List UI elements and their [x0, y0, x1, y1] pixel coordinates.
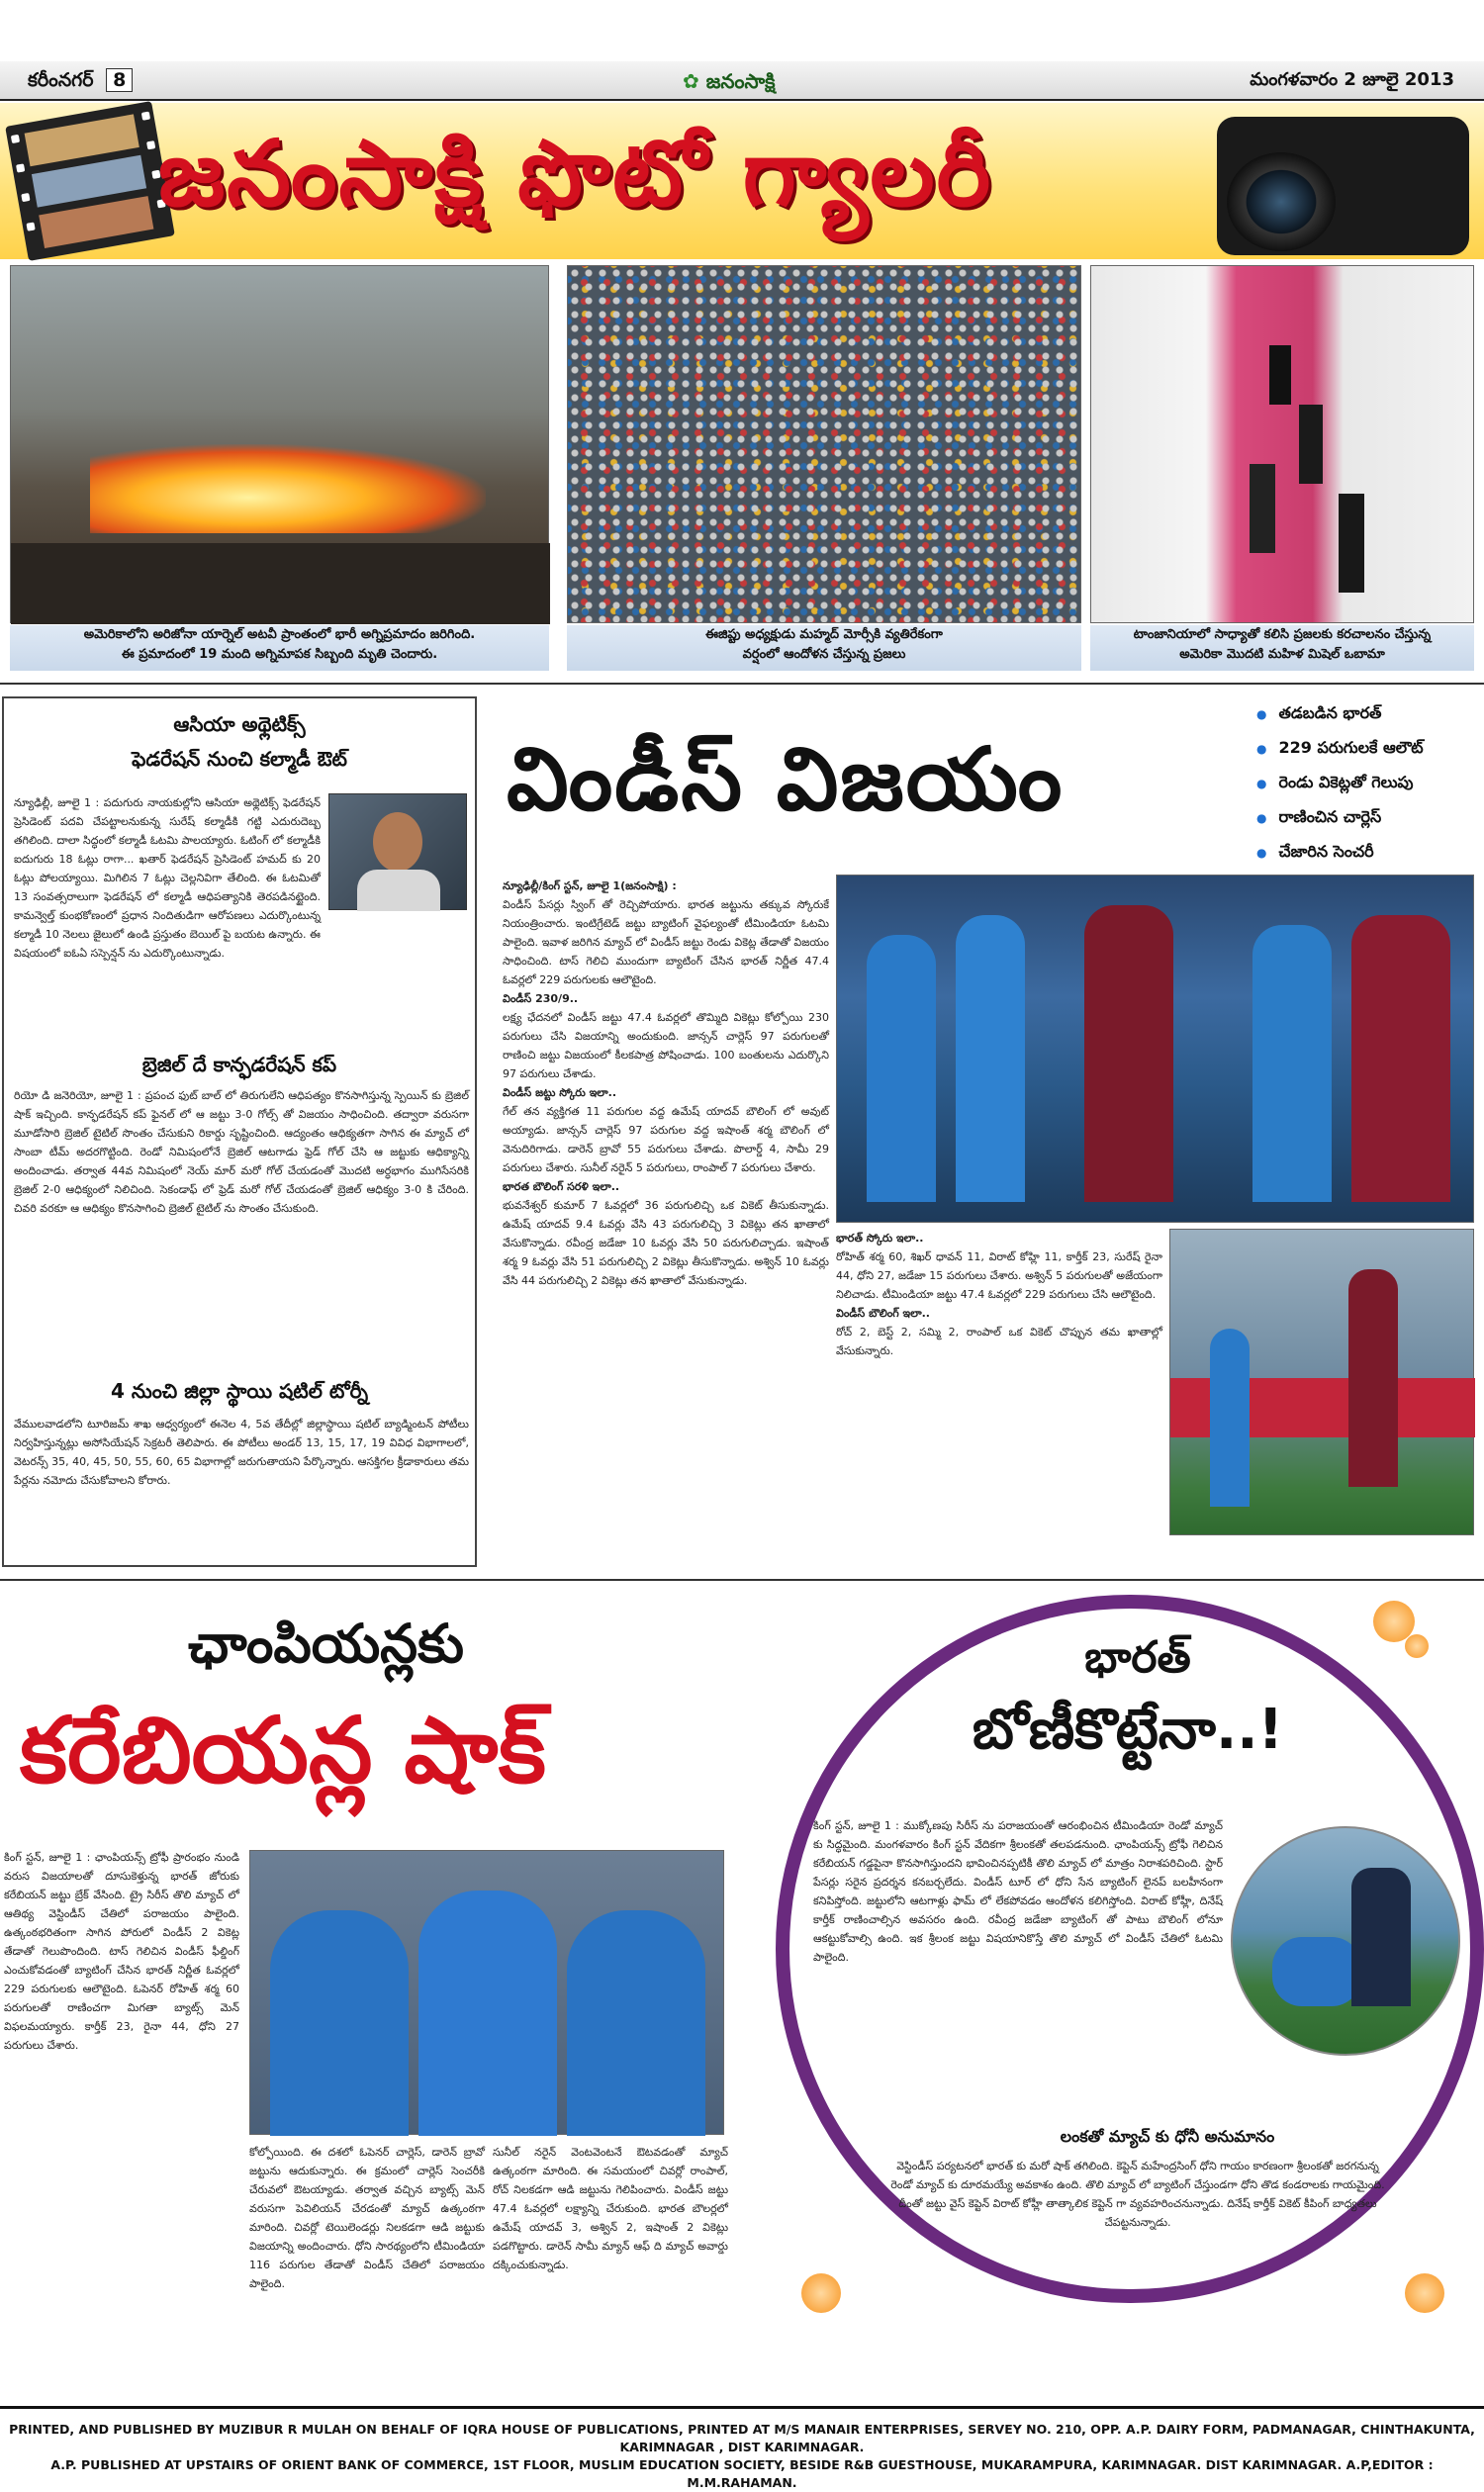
- story-body: రియో డి జనెరియో, జూలై 1 : ప్రపంచ ఫుట్ బాల్ లో తిరుగులేని ఆధిపత్యం కొనసాగిస్తున్న స్పెయిన్ కు బ్రెజిల్ షాక్ ఇచ్చింది. కాన్ఫడరేషన్ కప్ ఫైనల్ లో ఆ జట్టు 3-0 గోల్స్ తో విజయం సాధించింది. తద్వారా వరుసగా మూడోసారి బ్రెజిల్ టైటిల్ సొంతం చేసుకుని రికార్డు సృష్టించింది. ఆద్యంతం ఆధిక్యతగా సాగిన ఈ మ్యాచ్ లో సాంబా టీమ్ అదరగొట్టింది. రెండో నిమిషంలోనే బ్రెజిల్ ఆటగాడు ఫ్రెడ్ గోల్ చేసి ఆ జట్టుకు ఆధిక్యాన్ని అందించాడు. తర్వాత 44వ నిమిషంలో నెయ్ మార్ మరో గోల్ చేయడంతో మొదటి అర్ధభాగం ముగిసేసరికి బ్రెజిల్ 2-0 ఆధిక్యంలో నిలిచింది. సెకండాఫ్ లో ఫ్రెడ్ మరో గోల్ చేయడంతో బ్రెజిల్ ఆధిక్యం 3-0 కి చేరింది. చివరి వరకూ ఆ ఆధిక్యం కొనసాగించి బ్రెజిల్ టైటిల్ ను సొంతం చేసుకుంది.: [14, 1089, 469, 1215]
- highlight-item: ● 229 పరుగులకే ఆలౌట్: [1256, 731, 1474, 766]
- story-subhead: విండీస్ బౌలింగ్ ఇలా..: [836, 1307, 930, 1320]
- caption-line: అమెరికా మొదటి మహిళ మిషెల్ ఒబామా: [1179, 647, 1385, 662]
- divider: [0, 683, 1484, 685]
- photo-michelle-obama: [1090, 265, 1474, 623]
- story-body: వెస్టిండీస్ పర్యటనలో భారత్ కు మరో షాక్ తగిలింది. కెప్టెన్ మహేంద్రసింగ్ ధోని గాయం కారణంగా శ్రీలంకతో జరగనున్న రెండో మ్యాచ్ కు దూరమయ్యే అవకాశం ఉంది. తొలి మ్యాచ్ లో బ్యాటింగ్ చేస్తుండగా ధోని తొడ కండరాలకు గాయమైంది. దీంతో జట్టు వైస్ కెప్టెన్ విరాట్ కోహ్లీ తాత్కాలిక కెప్టెన్ గా వ్యవహరించనున్నాడు. దినేష్ కార్తీక్ వికెట్ కీపింగ్ బాధ్యతలు చేపట్టనున్నాడు.: [890, 2160, 1385, 2229]
- caption-obama: [1090, 625, 1474, 671]
- highlight-item: ● రెండు వికెట్లతో గెలుపు: [1256, 766, 1474, 800]
- paper-name: జనంసాక్షి: [705, 69, 776, 93]
- caption-wildfire: [10, 625, 549, 671]
- highlight-item: ● రాణించిన చార్లెస్: [1256, 800, 1474, 835]
- camera-lens-icon: [1227, 152, 1336, 251]
- story-body: సునీల్ నరైన్ వెంటవెంటనే ఔటవడంతో మ్యాచ్ ఉత్కంఠగా మారింది. ఈ సమయంలో చివర్లో రాంపాల్, రోచ్ నిలకడగా ఆడి జట్టును గెలిపించారు. విండీస్ జట్టు 47.4 ఓవర్లలో లక్ష్యాన్ని చేరుకుంది. భారత బౌలర్లలో ఉమేష్ యాదవ్ 3, అశ్విన్ 2, ఇషాంత్ 2 వికెట్లు పడగొట్టారు. డారెన్ సామీ మ్యాన్ ఆఫ్ ది మ్యాచ్ అవార్డు దక్కించుకున్నాడు.: [493, 2146, 728, 2271]
- dateline: న్యూఢిల్లీ/కింగ్ స్టన్, జూలై 1(జనంసాక్షి) :: [503, 879, 677, 892]
- highlights-list: [1256, 696, 1474, 870]
- imprint-line-2: A.P. PUBLISHED AT UPSTAIRS OF ORIENT BANK OF COMMERCE, 1ST FLOOR, MUSLIM EDUCATION SOCIETY, BESIDE R&B GUESTHOUSE, MUKARAMPURA, KARIMNAGAR. DIST KARIMNAGAR. A.P,EDITOR : M.M.RAHAMAN.: [50, 2457, 1434, 2490]
- gallery-banner: [0, 103, 1484, 259]
- caption-line: ఈ ప్రమాదంలో 19 మంది అగ్నిమాపక సిబ్బంది మృతి చెందారు.: [121, 647, 438, 662]
- circle-subhead: లంకతో మ్యాచ్ కు ధోనీ అనుమానం: [1060, 2127, 1275, 2146]
- circle-headline-2: బోణీకొట్టేనా..!: [972, 1698, 1284, 1762]
- photo-kalmadi: [328, 793, 467, 910]
- left-news-box: [2, 696, 477, 1567]
- issue-date: మంగళవారం 2 జూలై 2013: [1250, 69, 1454, 90]
- caption-line: టాంజానియాలో సాధ్యాతో కలిసి ప్రజలకు కరచాలనం చేస్తున్న: [1133, 627, 1432, 642]
- story-subhead: భారత్ స్కోరు ఇలా..: [836, 1232, 924, 1245]
- story-body: భువనేశ్వర్ కుమార్ 7 ఓవర్లలో 36 పరుగులిచ్చి ఒక వికెట్ తీసుకున్నాడు. ఉమేష్ యాదవ్ 9.4 ఓవర్లు వేసి 43 పరుగులిచ్చి 3 వికెట్లు తన ఖాతాలో వేసుకొన్నాడు. రవీంద్ర జడేజా 10 ఓవర్లు వేసి 50 పరుగులిచ్చాడు. ఇషాంత్ శర్మ 9 ఓవర్లు వేసి 51 పరుగులిచ్చి 2 వికెట్లు తీసుకొన్నాడు. అశ్విన్ 10 ఓవర్లు వేసి 44 పరుగులిచ్చి 2 వికెట్లు తన ఖాతాలో వేసుకున్నాడు.: [503, 1199, 829, 1287]
- caption-umbrella: [567, 625, 1081, 671]
- imprint-footer: [0, 2406, 1484, 2490]
- photo-windies-celebration: [836, 875, 1474, 1223]
- masthead: [683, 69, 776, 98]
- page-location: [28, 69, 133, 96]
- story-body: లక్ష్య ఛేదనలో విండీస్ జట్టు 47.4 ఓవర్లలో తొమ్మిది వికెట్లు కోల్పోయి 230 పరుగులు చేసి విజయాన్ని అందుకుంది. జాన్సన్ చార్లెస్ 97 పరుగులతో రాణించి జట్టు విజయంలో కీలకపాత్ర పోషించాడు. 100 బంతులను ఎదుర్కొని 97 పరుగులు చేశాడు.: [503, 1011, 829, 1080]
- main-story-column-1: [503, 877, 829, 1537]
- story-body: వేములవాడలోని టూరిజమ్ శాఖ ఆధ్వర్యంలో ఈనెల 4, 5వ తేదీల్లో జిల్లాస్థాయి షటిల్ బ్యాడ్మింటన్ పోటీలు నిర్వహిస్తున్నట్లు అసోసియేషన్ సెక్రటరీ తెలిపారు. ఈ పోటీలు అండర్ 13, 15, 17, 19 వివిధ విభాగాలలో, వెటరన్స్ 35, 40, 45, 50, 55, 60, 65 విభాగాల్లో జరుగుతాయని పేర్కొన్నారు. ఆసక్తిగల క్రీడాకారులు తమ పేర్లను నమోదు చేసుకోవాలని కోరారు.: [14, 1418, 469, 1487]
- story-body: న్యూఢిల్లీ, జూలై 1 : పదుగురు నాయకుల్లోని ఆసియా అథ్లెటిక్స్ ఫెడరేషన్ ప్రెసిడెంట్ పదవి చేపట్టాలనుకున్న సురేష్ కల్మాడీకి గట్టి ఎదురుదెబ్బ తగిలింది. దాలా సిద్ధంలో కల్మాడీ ఓటమి పాలయ్యారు. ఓటింగ్ లో కల్మాడీకి ఐదుగురు 18 ఓట్లు రాగా... ఖతార్ ఫెడరేషన్ ప్రెసిడెంట్ హమద్ కు 20 ఓట్లు పోలయ్యాయి. మిగిలిన 7 ఓట్లు చెల్లనివిగా తేలింది. ఈ ఓటమితో 13 సంవత్సరాలుగా ఫెడరేషన్ లో కల్మాడీ ఆధిపత్యానికి తెరపడినట్టైంది. కామన్వెల్త్ కుంభకోణంలో ప్రధాన నిందితుడిగా ఆరోపణలు ఎదుర్కొంటున్న కల్మాడీ 10 నెలలు జైలులో ఉండి ప్రస్తుతం బెయిల్ పై బయట ఉన్నారు. ఈ విషయంలో ఐఓఏ సస్పెన్షన్ ను ఎదుర్కొంటున్నాడు.: [14, 796, 321, 960]
- highlight-item: ● తడబడిన భారత్: [1256, 696, 1474, 731]
- story-body: కింగ్ స్టన్, జూలై 1 : ముక్కోణపు సిరీస్ ను పరాజయంతో ఆరంభించిన టీమిండియా రెండో మ్యాచ్ కు సిద్ధమైంది. మంగళవారం కింగ్ స్టన్ వేదికగా శ్రీలంకతో తలపడనుంది. ఛాంపియన్స్ ట్రోఫీ గెలిచిన కరేబియన్ గడ్డపైనా కొనసాగిస్తుందని భావించినప్పటికీ తొలి మ్యాచ్ లో మాత్రం నిరాశపరిచింది. స్టార్ పేసర్లు సరైన ప్రదర్శన కనబర్చలేదు. విండీస్ టూర్ లో ధోని సేన బ్యాటింగ్ లైనప్ బలహీనంగా కనిపిస్తోంది. జట్టులోని ఆటగాళ్లు ఫామ్ లో లేకపోవడం ఆందోళన కలిగిస్తోంది. విరాట్ కోహ్లీ, దినేష్ కార్తీక్ రాణించాల్సిన అవసరం ఉంది. రవీంద్ర జడేజా బ్యాటింగ్ తో పాటు బౌలింగ్ లోనూ ఆకట్టుకోవాల్సి ఉంది. ఇక శ్రీలంక జట్టు విషయానికొస్తే తొలి మ్యాచ్ లో విండీస్ చేతిలో ఓటమి పాలైంది.: [813, 1819, 1224, 1964]
- story-body: రోహిత్ శర్మ 60, శిఖర్ ధావన్ 11, విరాట్ కోహ్లి 11, కార్తీక్ 23, సురేష్ రైనా 44, ధోని 27, జడేజా 15 పరుగులు చేశారు. అశ్విన్ 5 పరుగులతో అజేయంగా నిలిచాడు. టీమిండియా జట్టు 47.4 ఓవర్లలో 229 పరుగులు చేసి ఆలౌటైంది.: [836, 1250, 1162, 1301]
- photo-wildfire: [10, 265, 549, 623]
- page-number: 8: [106, 68, 133, 92]
- story-subhead: విండీస్ 230/9..: [503, 992, 579, 1005]
- story-body-cont: [14, 916, 469, 1043]
- caption-line: వర్షంలో ఆందోళన చేస్తున్న ప్రజలు: [742, 647, 906, 662]
- story-title: 4 నుంచి జిల్లా స్థాయి షటిల్ టోర్నీ: [110, 1379, 369, 1403]
- decor-dot-icon: [1405, 1634, 1429, 1658]
- decor-dot-icon: [1405, 2273, 1444, 2313]
- film-strip-icon: [5, 101, 175, 261]
- gallery-title: జనంసాక్షి ఫొటో గ్యాలరీ: [158, 121, 993, 227]
- circle-headline-1: భారత్: [1084, 1632, 1191, 1683]
- story-subhead: విండీస్ జట్టు స్కోరు ఇలా..: [503, 1086, 617, 1099]
- story-body-cont: [857, 2077, 1411, 2115]
- photo-umbrella-protest: [567, 265, 1081, 623]
- story-body: కింగ్ స్టన్, జూలై 1 : ఛాంపియన్స్ ట్రోఫీ ప్రారంభం నుండి వరుస విజయాలతో దూసుకెళ్తున్న భారత్ జోరుకు కరేబియన్ జట్టు బ్రేక్ వేసింది. ట్రై సిరీస్ తొలి మ్యాచ్ లో ఆతిథ్య వెస్టిండీస్ చేతిలో పరాజయం పాలైంది. ఉత్కంఠభరితంగా సాగిన పోరులో విండీస్ 2 వికెట్ల తేడాతో గెలుపొందింది. టాస్ గెలిచిన విండీస్ ఫీల్డింగ్ ఎంచుకోవడంతో బ్యాటింగ్ చేసిన భారత్ నిర్ణీత ఓవర్లలో 229 పరుగులకు ఆలౌటైంది. ఓపెనర్ రోహిత్ శర్మ 60 పరుగులతో రాణించగా మిగతా బ్యాట్స్ మెన్ విఫలమయ్యారు. కార్తీక్ 23, రైనా 44, ధోని 27 పరుగులు చేశారు.: [4, 1851, 239, 2052]
- story-body: విండీస్ పేసర్లు స్వింగ్ తో రెచ్చిపోయారు. భారత జట్టును తక్కువ స్కోరుకే నియంత్రించారు. ఇంటిగ్రేటెడ్ జట్టు బ్యాటింగ్ వైఫల్యంతో టీమిండియా ఓటమి పాలైంది. ఇవాళ జరిగిన మ్యాచ్ లో విండీస్ జట్టు రెండు వికెట్ల తేడాతో విజయం సాధించింది. టాస్ గెలిచి ముందుగా బ్యాటింగ్ చేసిన భారత్ నిర్ణీత 47.4 ఓవర్లలో 229 పరుగులకు ఆలౌటైంది.: [503, 898, 829, 986]
- page-label: కరీంనగర్: [28, 69, 94, 91]
- photo-batsman: [1169, 1229, 1474, 1535]
- story-title: ఆసియా అథ్లెటిక్స్: [173, 712, 306, 736]
- highlight-item: ● చేజారిన సెంచరీ: [1256, 835, 1474, 870]
- shock-headline-small: ఛాంపియన్లకు: [188, 1613, 464, 1675]
- divider: [0, 1579, 1484, 1581]
- photo-indian-players: [249, 1850, 724, 2135]
- caption-line: అమెరికాలోని అరిజోనా యార్నెల్ అటవీ ప్రాంతంలో భారీ అగ్నిప్రమాదం జరిగింది.: [83, 627, 476, 642]
- story-body: కోల్పోయింది. ఈ దశలో ఓపెనర్ చార్లెస్, డారెన్ బ్రావో జట్టును ఆదుకున్నారు. ఈ క్రమంలో చార్లెస్ సెంచరీకి చేరువలో ఔటయ్యాడు. తర్వాత వచ్చిన బ్యాట్స్ మెన్ వరుసగా పెవిలియన్ చేరడంతో మ్యాచ్ ఉత్కంఠగా మారింది. చివర్లో టెయిలెండర్లు నిలకడగా ఆడి జట్టుకు విజయాన్ని అందించారు. ధోని సారథ్యంలోని టీమిండియా 116 పరుగుల తేడాతో విండీస్ చేతిలో పరాజయం పాలైంది.: [249, 2146, 485, 2290]
- photo-dhoni: [1231, 1826, 1460, 2056]
- main-headline: విండీస్ విజయం: [507, 728, 1065, 830]
- story-subhead: భారత బౌలింగ్ సరళి ఇలా..: [503, 1180, 620, 1193]
- story-title: బ్రెజిల్ దే కాన్ఫడరేషన్ కప్: [141, 1053, 337, 1076]
- masthead-logo-icon: ✿: [683, 69, 699, 93]
- story-title: ఫెడరేషన్ నుంచి కల్మాడీ ఔట్: [132, 747, 347, 771]
- main-story-column-2: [836, 1229, 1162, 1555]
- caption-line: ఈజిప్టు అధ్యక్షుడు మహ్మద్ మోర్సీకి వ్యతిరేకంగా: [705, 627, 943, 642]
- page-header: [0, 61, 1484, 101]
- story-body: రోచ్ 2, బెస్ట్ 2, సమ్మి 2, రాంపాల్ ఒక వికెట్ చొప్పున తమ ఖాతాల్లో వేసుకున్నారు.: [836, 1326, 1162, 1357]
- story-body: గేల్ తన వ్యక్తిగత 11 పరుగుల వద్ద ఉమేష్ యాదవ్ బౌలింగ్ లో అవుట్ అయ్యాడు. జాన్సన్ చార్లెస్ 97 పరుగుల వద్ద ఇషాంత్ శర్మ బౌలింగ్ లో వెనుదిరిగాడు. డారెన్ బ్రావో 55 పరుగులు చేశాడు. పొలార్డ్ 4, సామీ 29 పరుగులు చేశారు. సునీల్ నరైన్ 5 పరుగులు, రాంపాల్ 7 పరుగులు చేశారు.: [503, 1105, 829, 1174]
- imprint-line-1: PRINTED, AND PUBLISHED BY MUZIBUR R MULAH ON BEHALF OF IQRA HOUSE OF PUBLICATIONS, PRINTED AT M/S MANAIR ENTERPRISES, SERVEY NO. 210, OPP. A.P. DAIRY FORM, PADMANAGAR, CHINTHAKUNTA, KARIMNAGAR , DIST KARIMNAGAR.: [9, 2422, 1475, 2454]
- shock-headline-big: కరేబియన్ల షాక్: [20, 1698, 546, 1803]
- decor-dot-icon: [801, 2273, 841, 2313]
